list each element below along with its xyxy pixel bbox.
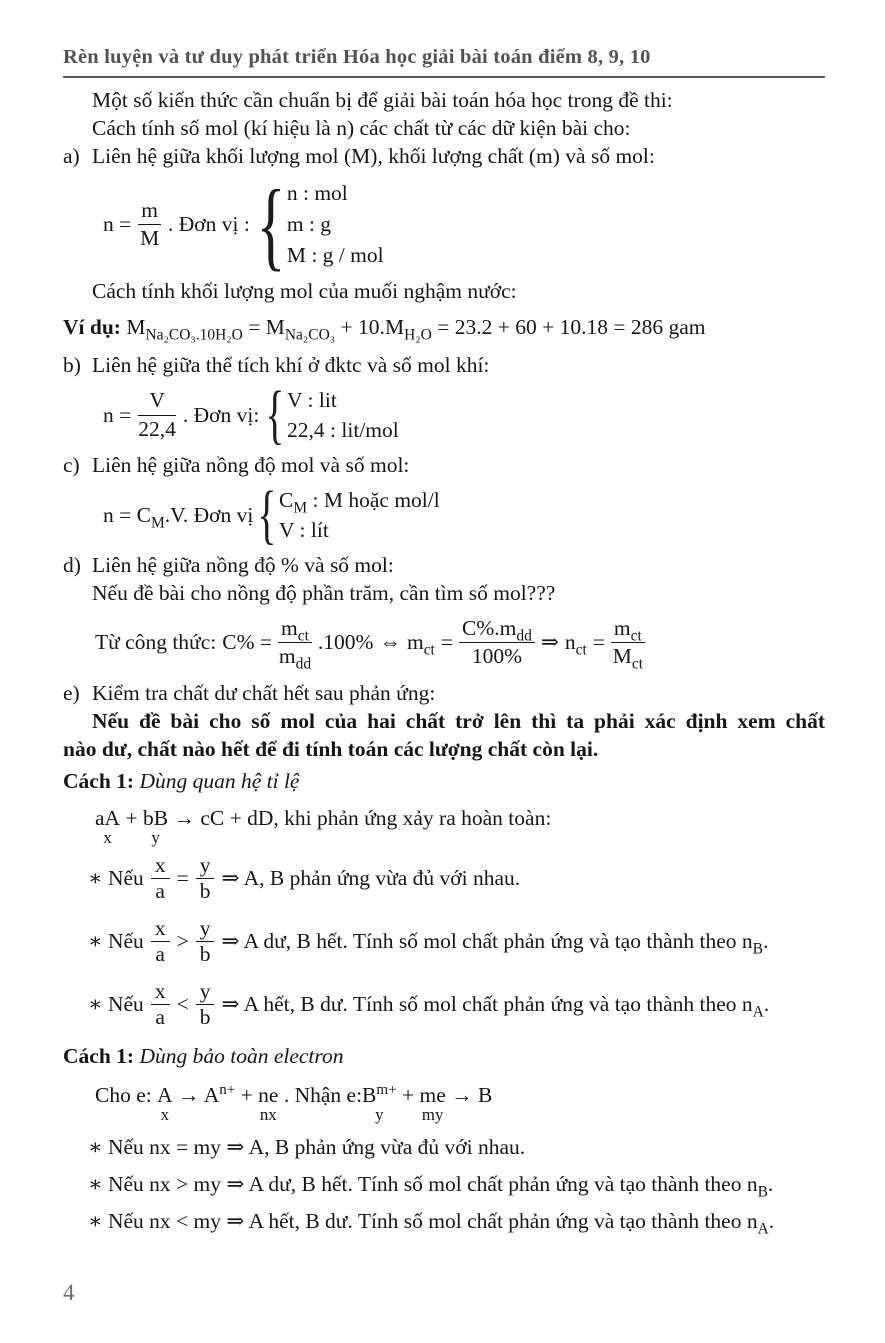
give-electron-label: Cho e: <box>95 1082 152 1107</box>
molar-mass-term: M <box>384 315 405 339</box>
units-group <box>258 485 439 545</box>
unit-line: m : g <box>286 212 332 236</box>
header-title: Rèn luyện và tư duy phát triển Hóa học giải bài toán điểm 8, 9, 10 <box>63 46 651 68</box>
comparison-op: < <box>176 992 189 1017</box>
ratio-case-greater <box>88 916 825 968</box>
reactant-a: aA x <box>95 805 121 847</box>
iff-arrow: ⇔ <box>379 630 401 655</box>
ion-An: $A^{n+}$ <box>203 1081 236 1107</box>
molar-mass-term: M <box>265 315 285 339</box>
section-b-title: Liên hệ giữa thể tích khí ở đktc và số mol khí: <box>92 353 490 377</box>
section-c-title: Liên hệ giữa nồng độ mol và số mol: <box>92 453 410 477</box>
hydrate-note: Cách tính khối lượng mol của muối nghậm nước: <box>92 279 517 303</box>
unit-line: n : mol <box>286 181 348 205</box>
electron-balance-equation <box>95 1080 825 1124</box>
mol-mass-formula <box>103 178 825 271</box>
reaction-arrow: → <box>173 805 195 830</box>
case-prefix: ∗ Nếu <box>88 992 144 1017</box>
section-a-label: a) <box>63 144 80 168</box>
formula-intro: Từ công thức: <box>95 630 217 655</box>
fraction-y-over-b: $\frac{y}{b}$ <box>196 853 215 905</box>
reaction-equation <box>95 803 825 847</box>
intro-line-2: Cách tính số mol (kí hiệu là n) các chất từ các dữ kiện bài cho: <box>92 116 631 140</box>
case-result: ⇒ A hết, B dư. Tính số mol chất phản ứng và tạo thành theo $n_A$. <box>221 992 770 1021</box>
hydrate-example <box>63 311 825 343</box>
case-prefix: ∗ Nếu <box>88 929 144 954</box>
method-title: Dùng quan hệ tỉ lệ <box>139 768 300 793</box>
gas-volume-formula <box>103 385 825 445</box>
molarity-formula <box>103 485 825 545</box>
fraction-x-over-a: $\frac{x}{a}$ <box>151 979 170 1031</box>
fraction-m-over-M: $\frac{m}{M}$ <box>140 197 160 250</box>
fraction-y-over-b: $\frac{y}{b}$ <box>196 916 215 968</box>
molar-mass-term: M <box>126 315 146 339</box>
section-c-label: c) <box>63 453 80 477</box>
species-A: A x <box>157 1082 173 1124</box>
section-a-heading <box>63 142 825 170</box>
arrow: → <box>451 1082 473 1107</box>
molar-mass-sub: Na₂CO₃ <box>284 326 336 344</box>
excess-note-line-1: Nếu đề bài cho số mol của hai chất trở lên thì ta phải xác định xem chất <box>92 708 825 733</box>
fraction-y-over-b: $\frac{y}{b}$ <box>196 979 215 1031</box>
section-e-heading <box>63 679 825 707</box>
electrons-received: me my <box>419 1082 446 1124</box>
equals-sign: = <box>248 315 261 339</box>
plus-term: + 10. <box>340 315 385 339</box>
section-e-title: Kiểm tra chất dư chất hết sau phản ứng: <box>92 680 436 705</box>
molar-mass-sub: H₂O <box>404 326 432 344</box>
unit-label: . Đơn vị: <box>182 402 260 427</box>
running-header <box>63 44 825 78</box>
unit-line: V : lit <box>287 388 337 412</box>
case-prefix: ∗ Nếu <box>88 866 144 891</box>
species-B: B <box>478 1082 493 1107</box>
section-e-label: e) <box>63 680 80 705</box>
unit-label: . Đơn vị : <box>168 212 250 236</box>
method-label: Cách 1: <box>63 768 135 793</box>
intro-line-1: Một số kiến thức cần chuẩn bị để giải bài toán hóa học trong đề thi: <box>92 88 673 112</box>
equals-sign: = <box>592 630 605 655</box>
brace-icon <box>258 489 277 542</box>
formula-lhs: C% = <box>222 630 272 655</box>
arrow: → <box>178 1082 200 1107</box>
case-result: ⇒ A, B phản ứng vừa đủ với nhau. <box>221 866 521 891</box>
formula-lhs: n = <box>103 212 132 236</box>
electron-case-equal: ∗ Nếu nx = my ⇒ A, B phản ứng vừa đủ với nhau. <box>88 1134 526 1159</box>
method-label: Cách 1: <box>63 1043 135 1068</box>
times-100: .100% <box>317 630 374 655</box>
section-d-heading <box>63 551 825 579</box>
fraction-V-over-224: $\frac{V}{22,4}$ <box>138 388 176 441</box>
method-ratio-heading <box>63 767 825 795</box>
plus-sign: + <box>125 805 138 830</box>
implies-arrow: ⇒ <box>540 630 559 655</box>
brace-icon <box>266 389 285 442</box>
formula-lhs: $n = C_M.V$. Đơn vị <box>103 502 254 531</box>
receive-electron-label: Nhận e: <box>294 1082 363 1107</box>
unit-line: $C_M$ : M hoặc mol/l <box>279 488 440 517</box>
method-title: Dùng bảo toàn electron <box>139 1043 344 1068</box>
electron-case-less: ∗ Nếu nx < my ⇒ A hết, B dư. Tính số mol chất phản ứng và tạo thành theo $n_A$. <box>88 1208 775 1238</box>
electrons-given: ne nx <box>258 1082 279 1124</box>
section-b-heading <box>63 351 825 379</box>
reaction-products: cC + dD, khi phản ứng xảy ra hoàn toàn: <box>200 805 552 830</box>
plus-sign: + <box>240 1082 253 1107</box>
comparison-op: = <box>176 866 189 891</box>
unit-line: 22,4 : lit/mol <box>287 418 399 442</box>
ratio-case-less <box>88 979 825 1031</box>
dot-separator: . <box>283 1082 290 1107</box>
equals-sign: = <box>440 630 453 655</box>
reactant-b: bB y <box>142 805 169 847</box>
electron-case-greater: ∗ Nếu nx > my ⇒ A dư, B hết. Tính số mol chất phản ứng và tạo thành theo $n_B$. <box>88 1171 774 1201</box>
section-d-label: d) <box>63 553 81 577</box>
fraction-mct-over-mdd: $\frac{m_{ct}}{m_{dd}}$ <box>278 616 312 673</box>
page-number: 4 <box>63 1279 75 1305</box>
unit-line: M : g / mol <box>286 243 384 267</box>
ion-Bm: $B^{m+}$ y <box>362 1081 397 1124</box>
method-electron-heading <box>63 1042 825 1070</box>
section-c-heading <box>63 451 825 479</box>
brace-icon <box>256 185 285 265</box>
example-result: = 23.2 + 60 + 10.18 = 286 gam <box>437 315 706 339</box>
units-group <box>257 178 384 271</box>
fraction-x-over-a: $\frac{x}{a}$ <box>151 853 170 905</box>
case-result: ⇒ A dư, B hết. Tính số mol chất phản ứng và tạo thành theo $n_B$. <box>221 929 769 958</box>
excess-note-line-2: nào dư, chất nào hết để đi tính toán các lượng chất còn lại. <box>63 736 599 761</box>
percent-concentration-formula <box>95 616 825 673</box>
fraction-cmdd-over-100: $\frac{C\%.m_{dd}}{100\%}$ <box>459 616 535 670</box>
unit-line: V : lít <box>279 518 329 542</box>
mct-term: $m_{ct}$ <box>406 630 435 659</box>
units-group <box>266 385 398 445</box>
comparison-op: > <box>176 929 189 954</box>
fraction-mct-over-Mct: $\frac{m_{ct}}{M_{ct}}$ <box>612 616 643 673</box>
molar-mass-sub: Na₂CO₃.10H₂O <box>145 326 243 344</box>
section-b-label: b) <box>63 353 81 377</box>
formula-lhs: n = <box>103 402 132 427</box>
plus-sign: + <box>401 1082 415 1107</box>
section-d-subtitle: Nếu đề bài cho nồng độ phần trăm, cần tìm số mol??? <box>92 581 556 605</box>
section-d-title: Liên hệ giữa nồng độ % và số mol: <box>92 553 394 577</box>
fraction-x-over-a: $\frac{x}{a}$ <box>151 916 170 968</box>
section-a-title: Liên hệ giữa khối lượng mol (M), khối lượng chất (m) và số mol: <box>92 144 655 168</box>
nct-term: $n_{ct}$ <box>564 630 587 659</box>
example-label: Ví dụ: <box>63 315 121 339</box>
ratio-case-equal <box>88 853 825 905</box>
